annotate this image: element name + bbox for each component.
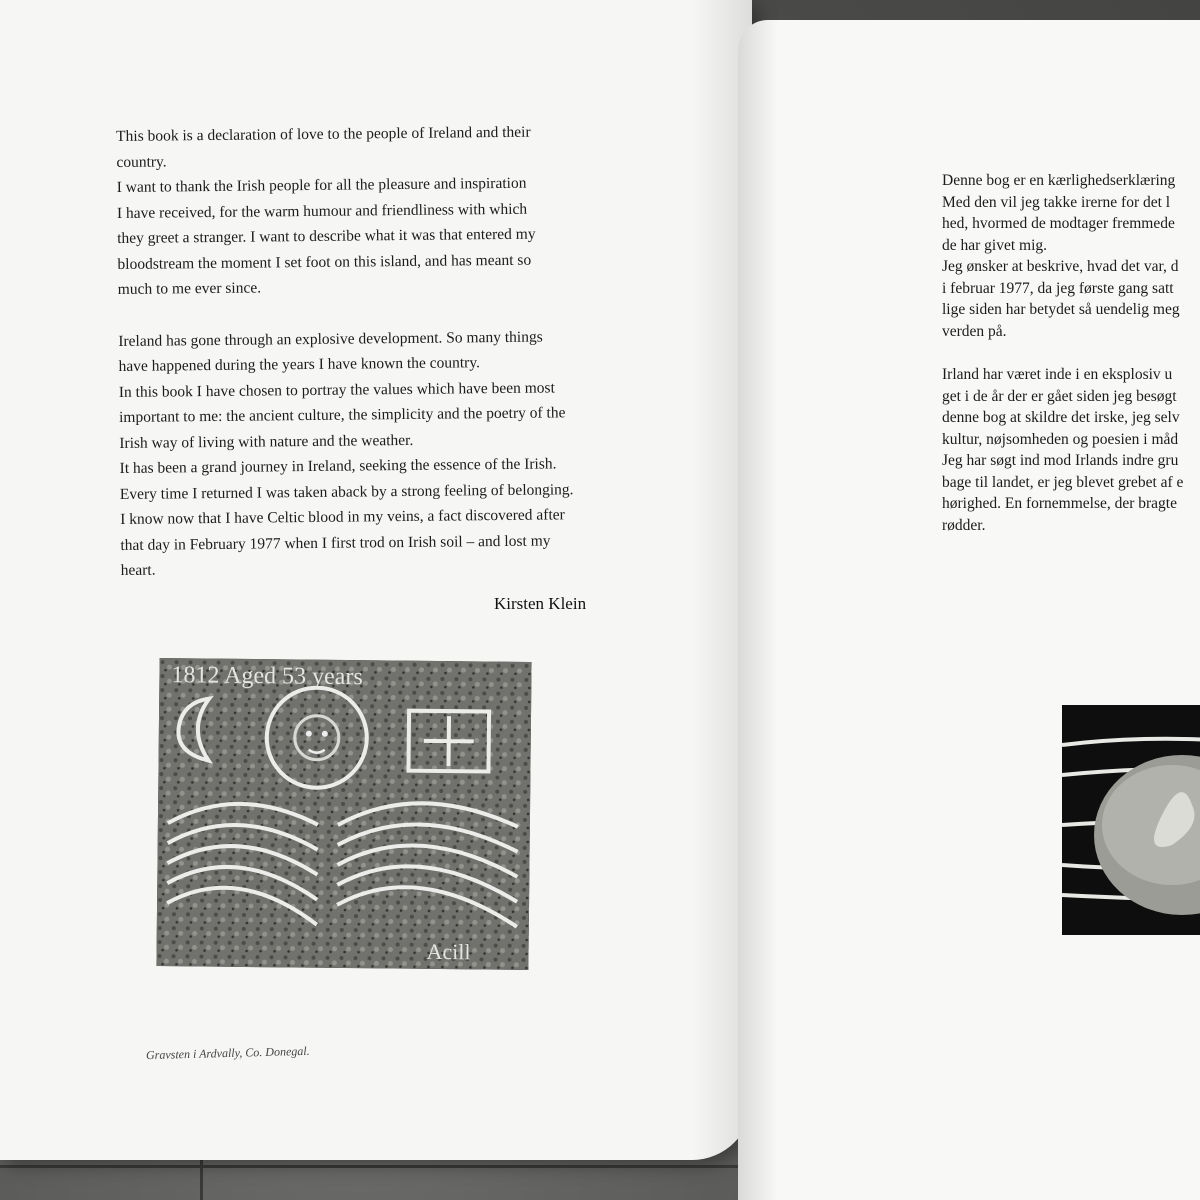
text-line: that day in February 1977 when I first trod on Irish soil – and lost my — [120, 531, 551, 554]
text-line: bage til landet, er jeg blevet grebet af e — [942, 473, 1184, 491]
text-line: hed, hvormed de modtager fremmede — [942, 215, 1175, 232]
text-line: I know now that I have Celtic blood in my veins, a fact discovered after — [120, 506, 565, 528]
text-line: This book is a declaration of love to the people of Ireland and their — [116, 123, 531, 145]
text-line: Every time I returned I was taken aback by a strong feeling of belonging. — [119, 480, 574, 503]
inscription-top: 1812 Aged 53 years — [171, 662, 363, 691]
text-line: I have received, for the warm humour and friendliness with which — [116, 200, 528, 222]
text-line: country. — [116, 152, 167, 171]
text-line: Jeg ønsker at beskrive, hvad det var, d — [942, 258, 1179, 275]
photo-caption: Gravsten i Ardvally, Co. Donegal. — [145, 1043, 310, 1063]
text-line: heart. — [120, 561, 156, 579]
text-line: In this book I have chosen to portray the values which have been most — [118, 378, 555, 401]
text-line: It has been a grand journey in Ireland, seeking the essence of the Irish. — [119, 455, 557, 477]
text-line: I want to thank the Irish people for all the pleasure and inspiration — [116, 174, 527, 196]
paragraph-2 — [118, 323, 611, 583]
gravestone-carving-illustration — [156, 658, 531, 970]
right-page — [738, 20, 1200, 1200]
inscription-bottom: Acill — [426, 938, 471, 965]
text-line: denne bog at skildre det irske, jeg selv — [942, 409, 1180, 426]
text-line: have happened during the years I have known the country. — [118, 354, 481, 375]
text-line: kultur, nøjsomheden og poesien i måd — [942, 430, 1179, 448]
gravestone-photo — [156, 658, 531, 970]
text-line: important to me: the ancient culture, the simplicity and the poetry of the — [118, 404, 566, 426]
text-line: Jeg har søgt ind mod Irlands indre gru — [942, 452, 1179, 469]
text-line: rødder. — [942, 516, 986, 534]
stone-photo — [1062, 705, 1200, 935]
paragraph-1 — [116, 119, 608, 303]
text-line: Med den vil jeg takke irerne for det l — [942, 193, 1171, 211]
text-line: Irland har været inde i en eksplosiv u — [942, 366, 1173, 383]
text-line: lige siden har betydet så uendelig meg — [942, 301, 1180, 318]
text-line: bloodstream the moment I set foot on this island, and has meant so — [117, 251, 532, 273]
text-line: Irish way of living with nature and the weather. — [119, 431, 414, 452]
text-line: get i de år der er gået siden jeg besøgt — [942, 387, 1177, 405]
text-line: Denne bog er en kærlighedserklæring — [942, 172, 1176, 189]
text-line: much to me ever since. — [117, 279, 262, 298]
text-line: i februar 1977, da jeg første gang satt — [942, 279, 1174, 297]
text-line: hørighed. En fornemmelse, der bragte — [942, 495, 1177, 512]
paragraph-1 — [942, 170, 1200, 342]
author-signature: Kirsten Klein — [494, 594, 587, 613]
round-stone-illustration — [1062, 705, 1200, 935]
english-text-block — [116, 119, 611, 584]
text-line: they greet a stranger. I want to describe what it was that entered my — [117, 225, 536, 247]
text-line: verden på. — [942, 322, 1007, 340]
paragraph-2 — [942, 364, 1200, 536]
danish-text-block — [942, 170, 1200, 536]
text-line: de har givet mig. — [942, 236, 1048, 254]
text-line: Ireland has gone through an explosive development. So many things — [118, 328, 543, 350]
